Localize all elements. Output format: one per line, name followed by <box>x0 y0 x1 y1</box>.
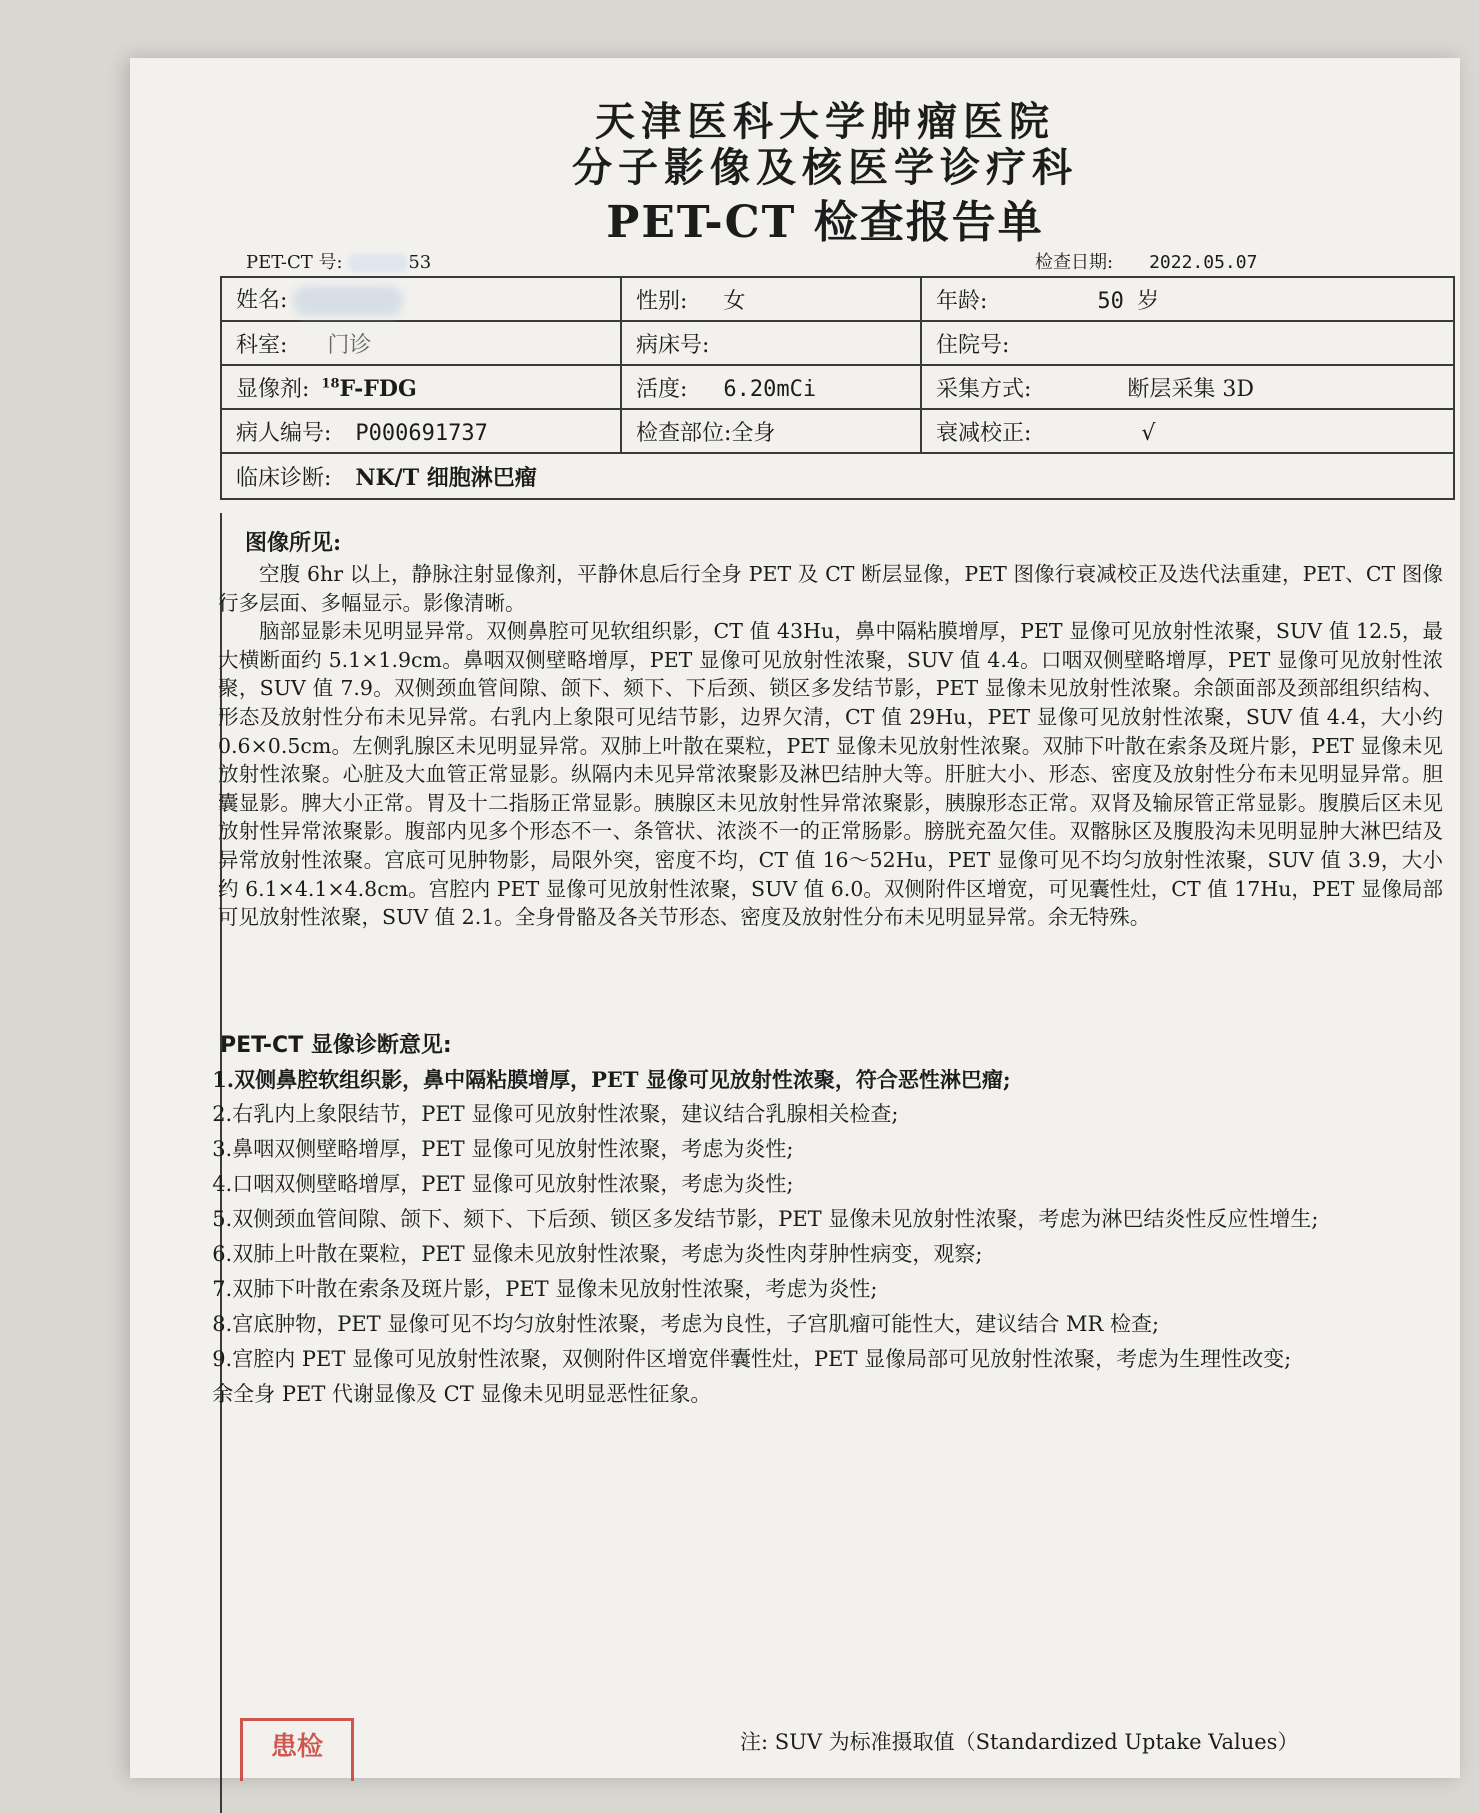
agent-isotope: 18 <box>321 376 340 392</box>
site-value: 全身 <box>731 420 776 446</box>
bed-label: 病床号: <box>636 332 710 358</box>
inpatient-cell <box>921 321 1454 365</box>
pet-ct-number-label: PET-CT 号: <box>246 252 343 273</box>
conclusion-item: 4.口咽双侧壁略增厚，PET 显像可见放射性浓聚，考虑为炎性; <box>212 1172 794 1196</box>
decay-label: 衰减校正: <box>936 420 1032 446</box>
conclusion-item: 3.鼻咽双侧壁略增厚，PET 显像可见放射性浓聚，考虑为炎性; <box>212 1137 794 1161</box>
conclusion-item: 6.双肺上叶散在粟粒，PET 显像未见放射性浓聚，考虑为炎性肉芽肿性病变，观察; <box>212 1242 983 1266</box>
acquisition-value: 断层采集 3D <box>1127 376 1255 402</box>
decay-value: √ <box>1141 420 1156 446</box>
name-cell <box>221 277 621 321</box>
conclusion-summary: 余全身 PET 代谢显像及 CT 显像未见明显恶性征象。 <box>212 1382 712 1406</box>
conclusion-item: 2.右乳内上象限结节，PET 显像可见放射性浓聚，建议结合乳腺相关检查; <box>212 1102 899 1126</box>
conclusion-item: 5.双侧颈血管间隙、颌下、颏下、下后颈、锁区多发结节影，PET 显像未见放射性浓聚，考虑为淋巴结炎性反应性增生; <box>212 1207 1319 1231</box>
activity-cell <box>621 365 921 409</box>
conclusion-list <box>166 1062 1456 1412</box>
site-cell <box>621 409 921 453</box>
dept-label: 科室: <box>236 332 288 358</box>
conclusion-item: 8.宫底肿物，PET 显像可见不均匀放射性浓聚，考虑为良性，子宫肌瘤可能性大，建议结合 MR 检查; <box>212 1312 1160 1336</box>
patient-id-label: 病人编号: <box>236 420 332 446</box>
bed-cell <box>621 321 921 365</box>
agent-value: F-FDG <box>339 375 417 402</box>
conclusion-item: 9.宫腔内 PET 显像可见放射性浓聚，双侧附件区增宽伴囊性灶，PET 显像局部可见放射性浓聚，考虑为生理性改变; <box>212 1347 1292 1371</box>
findings-title: 图像所见: <box>245 530 342 556</box>
age-cell <box>921 277 1454 321</box>
age-label: 年龄: <box>936 288 988 314</box>
hospital-title: 天津医科大学肿瘤医院 <box>595 98 1055 145</box>
acquisition-cell <box>921 365 1454 409</box>
site-label: 检查部位: <box>636 420 732 446</box>
diagnosis-value: NK/T 细胞淋巴瘤 <box>355 464 537 491</box>
patient-id-value: P000691737 <box>355 420 488 446</box>
inpatient-label: 住院号: <box>936 332 1010 358</box>
dept-cell <box>221 321 621 365</box>
activity-label: 活度: <box>636 376 688 402</box>
patient-info-table <box>220 276 1455 500</box>
agent-cell <box>221 365 621 409</box>
conclusion-title: PET-CT 显像诊断意见: <box>220 1033 452 1058</box>
pet-ct-number-value: 53 <box>408 252 432 273</box>
findings-paragraph: 脑部显影未见明显异常。双侧鼻腔可见软组织影，CT 值 43Hu，鼻中隔粘膜增厚，PET 显像可见放射性浓聚，SUV 值 12.5，最大横断面约 5.1×1.9cm。鼻咽双侧壁略增厚，PET 显像可见放射性浓聚，SUV 值 4.4。口咽双侧壁略增厚，PET 显像可见放射性浓聚，SUV 值 7.9。双侧颈血管间隙、颌下、颏下、下后颈、锁区多发结节影，PET 显像未见放射性浓聚。余颌面部及颈部组织结构、形态及放射性分布未见异常。右乳内上象限可见结节影，边界欠清，CT 值 29Hu，PET 显像可见放射性浓聚，SUV 值 4.4，大小约 0.6×0.5cm。左侧乳腺区未见明显异常。双肺上叶散在粟粒，PET 显像未见放射性浓聚。双肺下叶散在索条及斑片影，PET 显像未见放射性浓聚。心脏及大血管正常显影。纵隔内未见异常浓聚影及淋巴结肿大等。肝脏大小、形态、密度及放射性分布未见明显异常。胆囊显影。脾大小正常。胃及十二指肠正常显影。胰腺区未见放射性异常浓聚影，胰腺形态正常。双肾及输尿管正常显影。腹膜后区未见放射性异常浓聚影。腹部内见多个形态不一、条管状、浓淡不一的正常肠影。膀胱充盈欠佳。双髂脉区及腹股沟未见明显肿大淋巴结及异常放射性浓聚。宫底可见肿物影，局限外突，密度不均，CT 值 16～52Hu，PET 显像可见不均匀放射性浓聚，SUV 值 3.9，大小约 6.1×4.1×4.8cm。宫腔内 PET 显像可见放射性浓聚，SUV 值 6.0。双侧附件区增宽，可见囊性灶，CT 值 17Hu，PET 显像局部可见放射性浓聚，SUV 值 2.1。全身骨骼及各关节形态、密度及放射性分布未见明显异常。余无特殊。 <box>218 619 1443 930</box>
findings-paragraph: 空腹 6hr 以上，静脉注射显像剂，平静休息后行全身 PET 及 CT 断层显像，PET 图像行衰减校正及迭代法重建，PET、CT 图像行多层面、多幅显示。影像清晰。 <box>218 562 1443 615</box>
decay-cell <box>921 409 1454 453</box>
agent-label: 显像剂: <box>236 376 310 402</box>
report-paper <box>130 58 1460 1778</box>
review-stamp: 患检 <box>240 1718 354 1781</box>
report-title: PET-CT 检查报告单 <box>606 197 1044 248</box>
exam-date-label: 检查日期: <box>1035 252 1114 273</box>
gender-value: 女 <box>723 288 746 314</box>
conclusion-item: 7.双肺下叶散在索条及斑片影，PET 显像未见放射性浓聚，考虑为炎性; <box>212 1277 878 1301</box>
age-value: 50 岁 <box>1097 288 1160 314</box>
findings-text <box>218 560 1443 932</box>
diagnosis-cell <box>221 453 1454 499</box>
patient-id-cell <box>221 409 621 453</box>
pet-ct-number <box>246 248 431 274</box>
suv-note: 注: SUV 为标准摄取值（Standardized Uptake Values） <box>740 1730 1299 1754</box>
redaction-mark <box>293 286 403 316</box>
diagnosis-label: 临床诊断: <box>236 465 332 491</box>
dept-value: 门诊 <box>327 332 372 358</box>
acquisition-label: 采集方式: <box>936 376 1032 402</box>
gender-label: 性别: <box>636 288 688 314</box>
conclusion-item: 1.双侧鼻腔软组织影，鼻中隔粘膜增厚，PET 显像可见放射性浓聚，符合恶性淋巴瘤; <box>212 1067 1011 1092</box>
exam-date <box>1035 248 1257 274</box>
name-label: 姓名: <box>236 287 288 313</box>
gender-cell <box>621 277 921 321</box>
activity-value: 6.20mCi <box>723 376 817 402</box>
exam-date-value: 2022.05.07 <box>1149 252 1258 273</box>
department-title: 分子影像及核医学诊疗科 <box>572 144 1078 191</box>
redaction-mark <box>348 254 408 272</box>
